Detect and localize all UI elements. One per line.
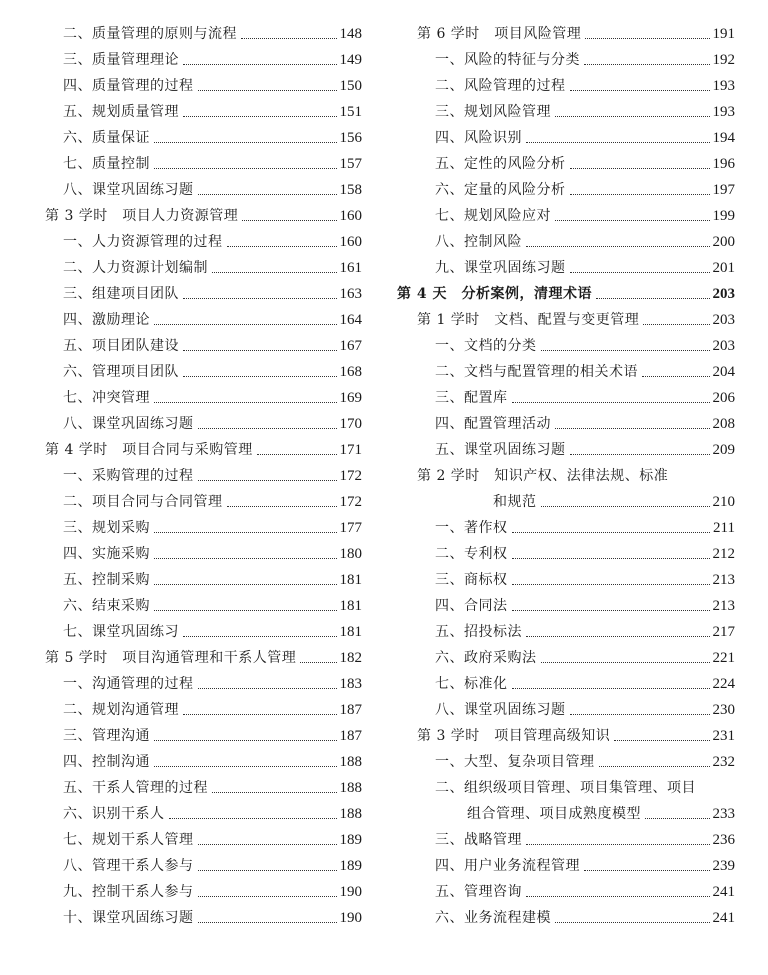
toc-page-number: 213 bbox=[712, 572, 735, 588]
toc-section-entry[interactable] bbox=[45, 437, 362, 463]
toc-entry-title: 四、用户业务流程管理 bbox=[435, 858, 580, 874]
dot-leader bbox=[512, 557, 710, 559]
toc-item-entry[interactable] bbox=[397, 567, 735, 593]
toc-item-entry[interactable] bbox=[397, 385, 735, 411]
toc-item-entry[interactable] bbox=[45, 671, 362, 697]
toc-entry-title: 二、质量管理的原则与流程 bbox=[63, 26, 237, 42]
toc-item-entry[interactable] bbox=[45, 359, 362, 385]
toc-item-entry[interactable] bbox=[397, 47, 735, 73]
toc-page-number: 199 bbox=[712, 208, 735, 224]
toc-item-entry[interactable] bbox=[397, 775, 735, 801]
dot-leader bbox=[257, 453, 337, 455]
toc-page-number: 163 bbox=[339, 286, 362, 302]
toc-entry-title: 二、组织级项目管理、项目集管理、项目 bbox=[435, 780, 696, 796]
toc-page-number: 167 bbox=[339, 338, 362, 354]
dot-leader bbox=[584, 869, 710, 871]
dot-leader bbox=[154, 765, 337, 767]
toc-page-number: 187 bbox=[339, 702, 362, 718]
toc-entry-title: 三、战略管理 bbox=[435, 832, 522, 848]
dot-leader bbox=[526, 635, 710, 637]
toc-item-entry[interactable] bbox=[397, 749, 735, 775]
dot-leader bbox=[643, 323, 709, 325]
toc-item-entry[interactable] bbox=[45, 775, 362, 801]
toc-section-entry[interactable] bbox=[397, 489, 735, 515]
dot-leader bbox=[242, 219, 336, 221]
toc-right-column bbox=[397, 21, 735, 931]
toc-entry-title: 三、配置库 bbox=[435, 390, 508, 406]
toc-item-entry[interactable] bbox=[45, 73, 362, 99]
toc-page-number: 217 bbox=[712, 624, 735, 640]
toc-item-entry[interactable] bbox=[397, 541, 735, 567]
toc-entry-title: 一、人力资源管理的过程 bbox=[63, 234, 223, 250]
toc-entry-title: 七、质量控制 bbox=[63, 156, 150, 172]
toc-page-number: 148 bbox=[339, 26, 362, 42]
toc-page-number: 149 bbox=[339, 52, 362, 68]
toc-item-entry[interactable] bbox=[45, 411, 362, 437]
toc-page-number: 197 bbox=[712, 182, 735, 198]
dot-leader bbox=[512, 583, 710, 585]
dot-leader bbox=[154, 401, 337, 403]
toc-entry-title: 三、管理沟通 bbox=[63, 728, 150, 744]
dot-leader bbox=[154, 167, 337, 169]
toc-section-entry[interactable] bbox=[397, 21, 735, 47]
toc-page-number: 211 bbox=[713, 520, 735, 536]
dot-leader bbox=[300, 661, 336, 663]
toc-item-entry[interactable] bbox=[45, 281, 362, 307]
toc-page-number: 221 bbox=[712, 650, 735, 666]
dot-leader bbox=[212, 791, 337, 793]
toc-item-entry[interactable] bbox=[397, 437, 735, 463]
dot-leader bbox=[198, 427, 337, 429]
toc-item-entry[interactable] bbox=[45, 567, 362, 593]
toc-entry-title: 六、质量保证 bbox=[63, 130, 150, 146]
toc-section-entry[interactable] bbox=[45, 645, 362, 671]
toc-page-number: 188 bbox=[339, 806, 362, 822]
toc-entry-title: 二、文档与配置管理的相关术语 bbox=[435, 364, 638, 380]
toc-entry-title: 六、识别干系人 bbox=[63, 806, 165, 822]
toc-entry-title: 七、规划干系人管理 bbox=[63, 832, 194, 848]
toc-page-number: 241 bbox=[712, 884, 735, 900]
toc-entry-title: 七、规划风险应对 bbox=[435, 208, 551, 224]
toc-entry-title: 四、合同法 bbox=[435, 598, 508, 614]
toc-page-number: 172 bbox=[339, 494, 362, 510]
dot-leader bbox=[169, 817, 337, 819]
dot-leader bbox=[512, 401, 710, 403]
dot-leader bbox=[555, 921, 710, 923]
toc-entry-title: 和规范 bbox=[493, 494, 537, 510]
toc-page-number: 201 bbox=[712, 260, 735, 276]
toc-entry-title: 四、激励理论 bbox=[63, 312, 150, 328]
toc-page-number: 230 bbox=[712, 702, 735, 718]
toc-left-column bbox=[45, 21, 362, 931]
toc-page-number: 191 bbox=[712, 26, 735, 42]
toc-entry-title: 五、项目团队建设 bbox=[63, 338, 179, 354]
toc-entry-title: 第 4 学时 项目合同与采购管理 bbox=[45, 442, 253, 458]
dot-leader bbox=[212, 271, 337, 273]
toc-item-entry[interactable] bbox=[397, 333, 735, 359]
toc-entry-title: 一、文档的分类 bbox=[435, 338, 537, 354]
toc-item-entry[interactable] bbox=[397, 645, 735, 671]
dot-leader bbox=[585, 37, 709, 39]
toc-entry-title: 一、沟通管理的过程 bbox=[63, 676, 194, 692]
toc-page-number: 231 bbox=[712, 728, 735, 744]
toc-entry-title: 四、风险识别 bbox=[435, 130, 522, 146]
toc-item-entry[interactable] bbox=[45, 255, 362, 281]
toc-entry-title: 一、采购管理的过程 bbox=[63, 468, 194, 484]
dot-leader bbox=[183, 375, 337, 377]
toc-entry-title: 四、实施采购 bbox=[63, 546, 150, 562]
toc-day-heading[interactable] bbox=[397, 281, 735, 307]
dot-leader bbox=[183, 713, 337, 715]
dot-leader bbox=[198, 193, 337, 195]
dot-leader bbox=[526, 141, 710, 143]
dot-leader bbox=[570, 453, 710, 455]
dot-leader bbox=[183, 115, 337, 117]
toc-item-entry[interactable] bbox=[45, 541, 362, 567]
toc-entry-title: 五、定性的风险分析 bbox=[435, 156, 566, 172]
toc-page-number: 203 bbox=[712, 338, 735, 354]
toc-entry-title: 六、定量的风险分析 bbox=[435, 182, 566, 198]
toc-item-entry[interactable] bbox=[45, 697, 362, 723]
toc-page-number: 181 bbox=[339, 624, 362, 640]
toc-page-number: 160 bbox=[339, 234, 362, 250]
toc-item-entry[interactable] bbox=[45, 333, 362, 359]
toc-page-number: 233 bbox=[712, 806, 735, 822]
dot-leader bbox=[599, 765, 710, 767]
dot-leader bbox=[526, 245, 710, 247]
toc-page-number: 177 bbox=[339, 520, 362, 536]
dot-leader bbox=[198, 479, 337, 481]
toc-page-number: 204 bbox=[712, 364, 735, 380]
toc-item-entry[interactable] bbox=[397, 801, 735, 827]
toc-page-number: 187 bbox=[339, 728, 362, 744]
toc-item-entry[interactable] bbox=[397, 593, 735, 619]
toc-page-number: 156 bbox=[339, 130, 362, 146]
toc-item-entry[interactable] bbox=[45, 47, 362, 73]
toc-page-number: 172 bbox=[339, 468, 362, 484]
dot-leader bbox=[541, 505, 710, 507]
toc-item-entry[interactable] bbox=[45, 489, 362, 515]
dot-leader bbox=[570, 89, 710, 91]
dot-leader bbox=[541, 349, 710, 351]
toc-entry-title: 五、管理咨询 bbox=[435, 884, 522, 900]
toc-entry-title: 六、业务流程建模 bbox=[435, 910, 551, 926]
toc-page-number: 212 bbox=[712, 546, 735, 562]
toc-item-entry[interactable] bbox=[45, 99, 362, 125]
toc-entry-title: 三、规划采购 bbox=[63, 520, 150, 536]
toc-entry-title: 第 3 学时 项目人力资源管理 bbox=[45, 208, 239, 224]
toc-item-entry[interactable] bbox=[45, 905, 362, 931]
toc-entry-title: 六、政府采购法 bbox=[435, 650, 537, 666]
toc-entry-title: 四、控制沟通 bbox=[63, 754, 150, 770]
toc-entry-title: 四、配置管理活动 bbox=[435, 416, 551, 432]
toc-page-number: 190 bbox=[339, 910, 362, 926]
toc-item-entry[interactable] bbox=[397, 99, 735, 125]
dot-leader bbox=[570, 167, 710, 169]
toc-entry-title: 第 3 学时 项目管理高级知识 bbox=[417, 728, 611, 744]
toc-entry-title: 第 4 天 分析案例，清理术语 bbox=[397, 286, 592, 302]
toc-page-number: 181 bbox=[339, 598, 362, 614]
toc-item-entry[interactable] bbox=[397, 125, 735, 151]
toc-page-number: 194 bbox=[712, 130, 735, 146]
toc-entry-title: 四、质量管理的过程 bbox=[63, 78, 194, 94]
toc-page-number: 206 bbox=[712, 390, 735, 406]
dot-leader bbox=[227, 505, 337, 507]
toc-page-number: 170 bbox=[339, 416, 362, 432]
dot-leader bbox=[555, 427, 710, 429]
dot-leader bbox=[645, 817, 710, 819]
toc-item-entry[interactable] bbox=[397, 151, 735, 177]
toc-item-entry[interactable] bbox=[397, 827, 735, 853]
toc-page-number: 181 bbox=[339, 572, 362, 588]
toc-item-entry[interactable] bbox=[45, 463, 362, 489]
toc-entry-title: 六、结束采购 bbox=[63, 598, 150, 614]
toc-entry-title: 十、课堂巩固练习题 bbox=[63, 910, 194, 926]
dot-leader bbox=[642, 375, 710, 377]
dot-leader bbox=[198, 843, 337, 845]
toc-entry-title: 八、管理干系人参与 bbox=[63, 858, 194, 874]
toc-item-entry[interactable] bbox=[45, 307, 362, 333]
toc-page-number: 241 bbox=[712, 910, 735, 926]
toc-entry-title: 五、课堂巩固练习题 bbox=[435, 442, 566, 458]
toc-entry-title: 五、规划质量管理 bbox=[63, 104, 179, 120]
toc-entry-title: 第 5 学时 项目沟通管理和干系人管理 bbox=[45, 650, 297, 666]
dot-leader bbox=[570, 271, 710, 273]
toc-page-number: 196 bbox=[712, 156, 735, 172]
dot-leader bbox=[183, 297, 337, 299]
toc-entry-title: 第 2 学时 知识产权、法律法规、标准 bbox=[417, 468, 669, 484]
toc-item-entry[interactable] bbox=[45, 723, 362, 749]
toc-page-number: 236 bbox=[712, 832, 735, 848]
toc-entry-title: 七、冲突管理 bbox=[63, 390, 150, 406]
toc-page-number: 189 bbox=[339, 858, 362, 874]
toc-item-entry[interactable] bbox=[397, 177, 735, 203]
toc-item-entry[interactable] bbox=[45, 151, 362, 177]
toc-item-entry[interactable] bbox=[45, 385, 362, 411]
toc-entry-title: 三、规划风险管理 bbox=[435, 104, 551, 120]
toc-page-number: 224 bbox=[712, 676, 735, 692]
toc-page-number: 200 bbox=[712, 234, 735, 250]
toc-entry-title: 九、控制干系人参与 bbox=[63, 884, 194, 900]
toc-entry-title: 一、著作权 bbox=[435, 520, 508, 536]
dot-leader bbox=[198, 89, 337, 91]
toc-entry-title: 第 6 学时 项目风险管理 bbox=[417, 26, 582, 42]
toc-entry-title: 二、规划沟通管理 bbox=[63, 702, 179, 718]
toc-page-number: 193 bbox=[712, 78, 735, 94]
dot-leader bbox=[198, 869, 337, 871]
toc-entry-title: 三、组建项目团队 bbox=[63, 286, 179, 302]
toc-page-number: 160 bbox=[339, 208, 362, 224]
toc-entry-title: 九、课堂巩固练习题 bbox=[435, 260, 566, 276]
toc-entry-title: 五、干系人管理的过程 bbox=[63, 780, 208, 796]
dot-leader bbox=[512, 609, 710, 611]
dot-leader bbox=[154, 323, 337, 325]
dot-leader bbox=[555, 219, 710, 221]
toc-entry-title: 五、招投标法 bbox=[435, 624, 522, 640]
toc-item-entry[interactable] bbox=[45, 229, 362, 255]
toc-item-entry[interactable] bbox=[397, 879, 735, 905]
toc-page-number: 203 bbox=[712, 286, 735, 302]
toc-page-number: 180 bbox=[339, 546, 362, 562]
dot-leader bbox=[541, 661, 710, 663]
dot-leader bbox=[198, 895, 337, 897]
toc-item-entry[interactable] bbox=[397, 671, 735, 697]
toc-page-number: 164 bbox=[339, 312, 362, 328]
toc-page-number: 157 bbox=[339, 156, 362, 172]
toc-item-entry[interactable] bbox=[397, 853, 735, 879]
toc-item-entry[interactable] bbox=[397, 229, 735, 255]
toc-item-entry[interactable] bbox=[45, 515, 362, 541]
dot-leader bbox=[526, 843, 710, 845]
toc-page-number: 161 bbox=[339, 260, 362, 276]
toc-entry-title: 二、风险管理的过程 bbox=[435, 78, 566, 94]
toc-page-number: 209 bbox=[712, 442, 735, 458]
toc-entry-title: 三、质量管理理论 bbox=[63, 52, 179, 68]
dot-leader bbox=[596, 297, 710, 299]
dot-leader bbox=[227, 245, 337, 247]
toc-item-entry[interactable] bbox=[397, 255, 735, 281]
toc-section-entry[interactable] bbox=[397, 463, 735, 489]
toc-item-entry[interactable] bbox=[45, 21, 362, 47]
dot-leader bbox=[555, 115, 710, 117]
toc-page-number: 183 bbox=[339, 676, 362, 692]
dot-leader bbox=[614, 739, 709, 741]
toc-page-number: 190 bbox=[339, 884, 362, 900]
toc-item-entry[interactable] bbox=[397, 203, 735, 229]
toc-page-number: 188 bbox=[339, 754, 362, 770]
dot-leader bbox=[512, 687, 710, 689]
toc-page-number: 168 bbox=[339, 364, 362, 380]
toc-page-number: 171 bbox=[339, 442, 362, 458]
toc-section-entry[interactable] bbox=[397, 723, 735, 749]
toc-page-number: 182 bbox=[339, 650, 362, 666]
dot-leader bbox=[584, 63, 710, 65]
dot-leader bbox=[183, 635, 337, 637]
toc-item-entry[interactable] bbox=[45, 177, 362, 203]
toc-page-number: 208 bbox=[712, 416, 735, 432]
toc-entry-title: 一、风险的特征与分类 bbox=[435, 52, 580, 68]
toc-item-entry[interactable] bbox=[45, 593, 362, 619]
toc-page-number: 151 bbox=[339, 104, 362, 120]
toc-item-entry[interactable] bbox=[397, 515, 735, 541]
toc-page-number: 189 bbox=[339, 832, 362, 848]
toc-entry-title: 七、标准化 bbox=[435, 676, 508, 692]
dot-leader bbox=[154, 739, 337, 741]
toc-entry-title: 五、控制采购 bbox=[63, 572, 150, 588]
toc-item-entry[interactable] bbox=[45, 879, 362, 905]
toc-page-number: 169 bbox=[339, 390, 362, 406]
dot-leader bbox=[198, 921, 337, 923]
dot-leader bbox=[570, 193, 710, 195]
toc-entry-title: 八、课堂巩固练习题 bbox=[63, 416, 194, 432]
toc-item-entry[interactable] bbox=[45, 749, 362, 775]
toc-entry-title: 三、商标权 bbox=[435, 572, 508, 588]
toc-item-entry[interactable] bbox=[397, 73, 735, 99]
toc-item-entry[interactable] bbox=[45, 125, 362, 151]
toc-section-entry[interactable] bbox=[397, 307, 735, 333]
toc-page-number: 150 bbox=[339, 78, 362, 94]
dot-leader bbox=[241, 37, 337, 39]
toc-page-number: 232 bbox=[712, 754, 735, 770]
toc-page-number: 239 bbox=[712, 858, 735, 874]
toc-page-number: 192 bbox=[712, 52, 735, 68]
dot-leader bbox=[154, 583, 337, 585]
dot-leader bbox=[154, 557, 337, 559]
toc-entry-title: 二、人力资源计划编制 bbox=[63, 260, 208, 276]
toc-entry-title: 第 1 学时 文档、配置与变更管理 bbox=[417, 312, 640, 328]
toc-item-entry[interactable] bbox=[397, 697, 735, 723]
toc-page-number: 203 bbox=[712, 312, 735, 328]
toc-item-entry[interactable] bbox=[45, 801, 362, 827]
dot-leader bbox=[154, 531, 337, 533]
dot-leader bbox=[154, 141, 337, 143]
toc-entry-title: 八、课堂巩固练习题 bbox=[63, 182, 194, 198]
toc-entry-title: 一、大型、复杂项目管理 bbox=[435, 754, 595, 770]
toc-entry-title: 六、管理项目团队 bbox=[63, 364, 179, 380]
toc-page-number: 210 bbox=[712, 494, 735, 510]
toc-entry-title: 七、课堂巩固练习 bbox=[63, 624, 179, 640]
dot-leader bbox=[183, 63, 337, 65]
toc-entry-title: 八、课堂巩固练习题 bbox=[435, 702, 566, 718]
dot-leader bbox=[570, 713, 710, 715]
dot-leader bbox=[512, 531, 711, 533]
toc-page-number: 158 bbox=[339, 182, 362, 198]
toc-item-entry[interactable] bbox=[45, 619, 362, 645]
dot-leader bbox=[198, 687, 337, 689]
toc-entry-title: 组合管理、项目成熟度模型 bbox=[467, 806, 641, 822]
toc-page-number: 193 bbox=[712, 104, 735, 120]
toc-section-entry[interactable] bbox=[45, 203, 362, 229]
toc-entry-title: 二、专利权 bbox=[435, 546, 508, 562]
toc-page-number: 188 bbox=[339, 780, 362, 796]
toc-item-entry[interactable] bbox=[45, 853, 362, 879]
dot-leader bbox=[183, 349, 337, 351]
toc-item-entry[interactable] bbox=[397, 411, 735, 437]
toc-entry-title: 八、控制风险 bbox=[435, 234, 522, 250]
toc-item-entry[interactable] bbox=[45, 827, 362, 853]
dot-leader bbox=[526, 895, 710, 897]
toc-item-entry[interactable] bbox=[397, 359, 735, 385]
toc-item-entry[interactable] bbox=[397, 905, 735, 931]
toc-page-number: 213 bbox=[712, 598, 735, 614]
toc-entry-title: 二、项目合同与合同管理 bbox=[63, 494, 223, 510]
toc-item-entry[interactable] bbox=[397, 619, 735, 645]
dot-leader bbox=[154, 609, 337, 611]
